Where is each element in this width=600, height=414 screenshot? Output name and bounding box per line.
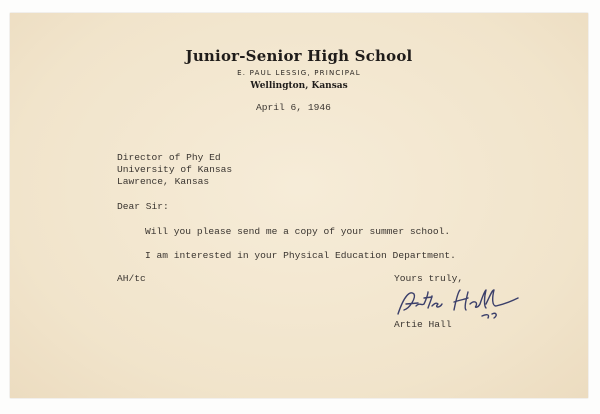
closing: Yours truly, — [394, 273, 464, 284]
body-paragraph-1: Will you please send me a copy of your summer school. — [145, 226, 451, 237]
letter-date: April 6, 1946 — [256, 102, 331, 113]
recipient-line-1: Director of Phy Ed — [117, 152, 221, 163]
salutation: Dear Sir: — [117, 201, 169, 212]
letterhead-city: Wellington, Kansas — [250, 81, 348, 91]
signer-name: Artie Hall — [394, 319, 452, 330]
letter-paper — [10, 13, 588, 398]
recipient-line-3: Lawrence, Kansas — [117, 176, 210, 187]
recipient-line-2: University of Kansas — [117, 164, 233, 175]
reference-initials: AH/tc — [117, 273, 146, 284]
body-paragraph-2: I am interested in your Physical Education Department. — [145, 250, 456, 261]
handwritten-signature — [394, 284, 524, 324]
letterhead-principal: E. PAUL LESSIG, PRINCIPAL — [237, 69, 361, 77]
letterhead-school-name: Junior-Senior High School — [185, 47, 413, 65]
